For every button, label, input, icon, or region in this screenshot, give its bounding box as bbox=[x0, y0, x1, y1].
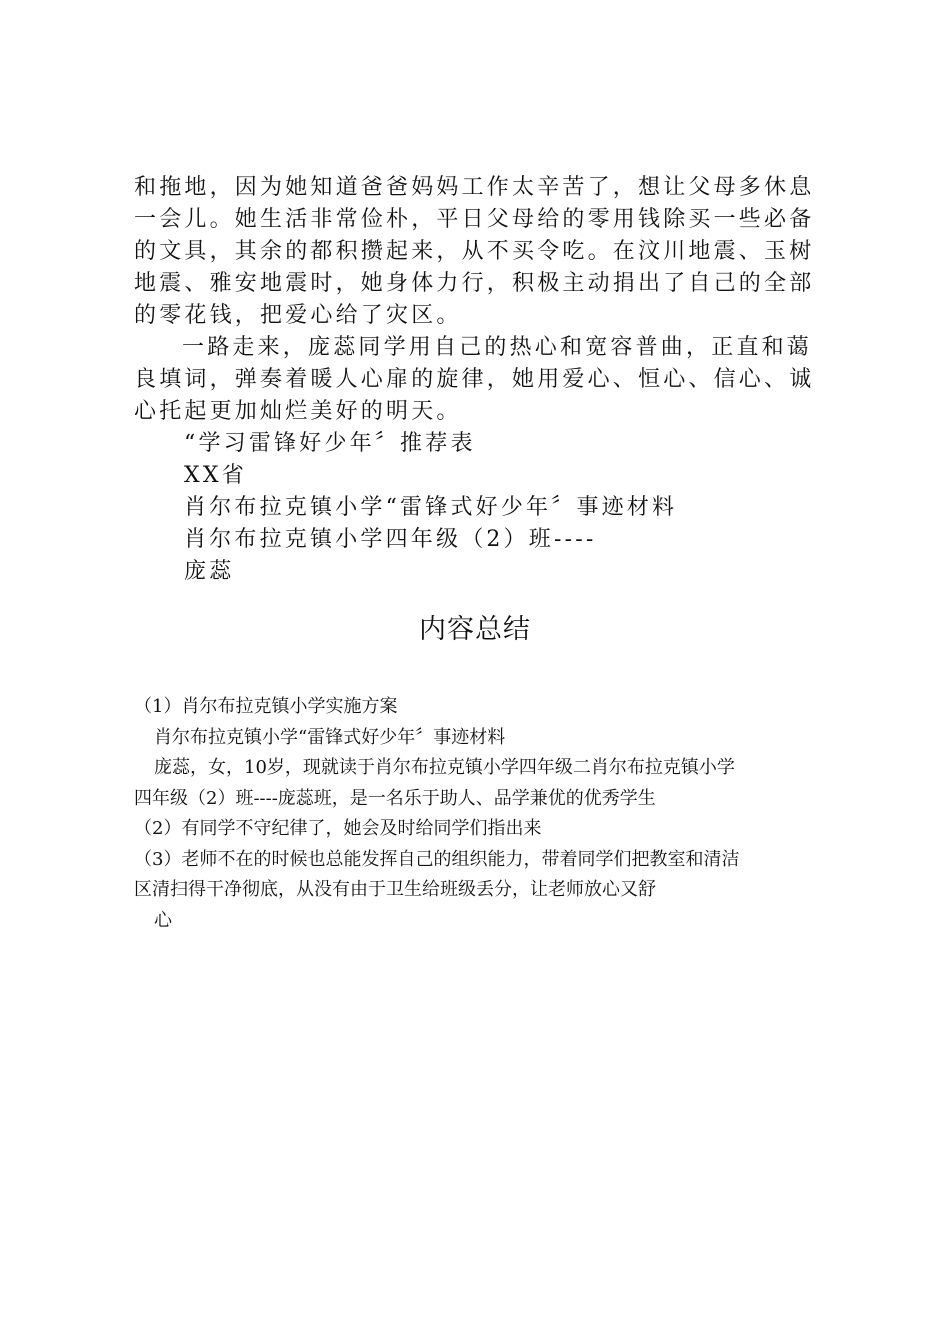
paragraph-line: 一会儿。她生活非常俭朴，平日父母给的零用钱除买一些必备 bbox=[134, 207, 815, 232]
paragraph-line: 一路走来，庞蕊同学用自己的热心和宽容普曲，正直和蔼 bbox=[182, 335, 813, 360]
body-text bbox=[134, 172, 820, 588]
summary-line: 肖尔布拉克镇小学“雷锋式好少年〞事迹材料 bbox=[154, 726, 506, 748]
material-title: 肖尔布拉克镇小学“雷锋式好少年〞事迹材料 bbox=[184, 495, 678, 520]
summary-line: 庞蕊，女，10岁，现就读于肖尔布拉克镇小学四年级二肖尔布拉克镇小学 bbox=[154, 757, 735, 778]
paragraph-line: 的零花钱，把爱心给了灾区。 bbox=[134, 303, 462, 328]
summary-line: 心 bbox=[154, 909, 172, 931]
student-name: 庞蕊 bbox=[184, 559, 235, 584]
paragraph-line: 地震、雅安地震时，她身体力行，积极主动捐出了自己的全部 bbox=[134, 271, 815, 296]
summary-text bbox=[134, 692, 834, 936]
form-title: “学习雷锋好少年〞推荐表 bbox=[184, 431, 476, 456]
paragraph-line: 心托起更加灿烂美好的明天。 bbox=[134, 399, 462, 424]
summary-line: 四年级（2）班----庞蕊班，是一名乐于助人、品学兼优的优秀学生 bbox=[134, 787, 656, 809]
summary-line: （3）老师不在的时候也总能发挥自己的组织能力，带着同学们把教室和清洁 bbox=[134, 848, 740, 870]
paragraph-line: 的文具，其余的都积攒起来，从不买令吃。在汶川地震、玉树 bbox=[134, 239, 815, 264]
class-line: 肖尔布拉克镇小学四年级（2）班---- bbox=[184, 527, 597, 552]
summary-line: （2）有同学不守纪律了，她会及时给同学们指出来 bbox=[134, 818, 542, 839]
summary-line: 区清扫得干净彻底，从没有由于卫生给班级丢分，让老师放心又舒 bbox=[134, 879, 656, 900]
province-line: XX省 bbox=[184, 463, 247, 488]
paragraph-line: 和拖地，因为她知道爸爸妈妈工作太辛苦了，想让父母多休息 bbox=[134, 175, 815, 200]
paragraph-line: 良填词，弹奏着暖人心扉的旋律，她用爱心、恒心、信心、诚 bbox=[134, 367, 815, 392]
summary-line: （1）肖尔布拉克镇小学实施方案 bbox=[134, 696, 398, 717]
summary-title: 内容总结 bbox=[419, 614, 531, 645]
